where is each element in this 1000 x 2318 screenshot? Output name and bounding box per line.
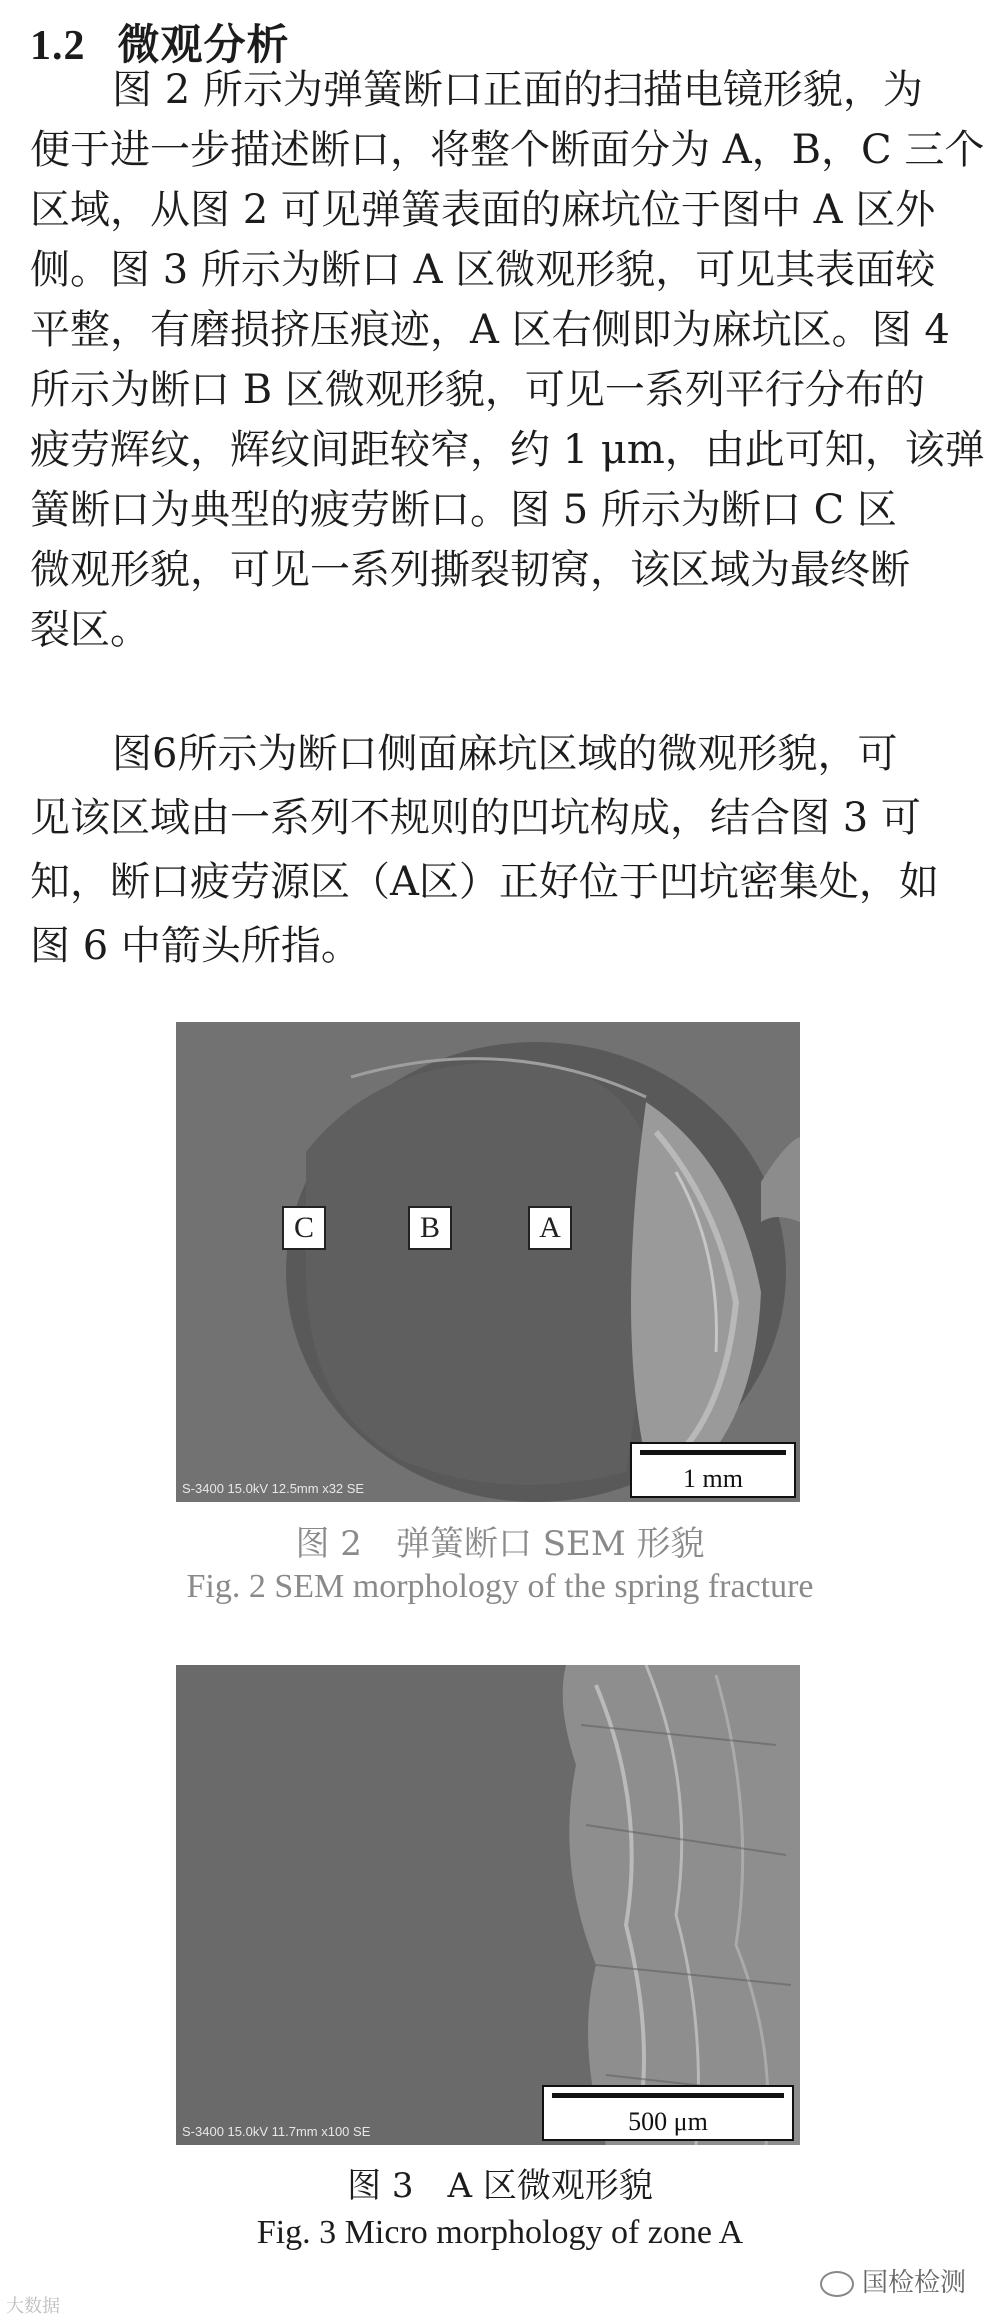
watermark-right — [820, 2262, 966, 2299]
sem-info: S-3400 15.0kV 11.7mm x100 SE — [182, 2124, 371, 2139]
paragraph-2 — [30, 722, 980, 978]
zone-label-a: A — [528, 1206, 572, 1250]
text-line: 微观形貌，可见一系列撕裂韧窝，该区域为最终断 — [30, 547, 910, 593]
text-line: 疲劳辉纹，辉纹间距较窄，约 1 μm，由此可知，该弹 — [30, 427, 985, 473]
text-line: 裂区。 — [30, 607, 150, 653]
text-line: 图 2 所示为弹簧断口正面的扫描电镜形貌，为 — [112, 67, 923, 113]
sem-info: S-3400 15.0kV 12.5mm x32 SE — [182, 1481, 365, 1496]
watermark-right-text: 国检检测 — [862, 2268, 967, 2298]
text-line: 区域，从图 2 可见弹簧表面的麻坑位于图中 A 区外 — [30, 187, 936, 233]
section-title: 微观分析 — [117, 20, 290, 69]
fracture-surface-graphic — [176, 1022, 800, 1502]
text-line: 知，断口疲劳源区（A区）正好位于凹坑密集处，如 — [30, 859, 939, 905]
paragraph-1 — [30, 60, 985, 660]
watermark-left: 大数据 — [6, 2296, 60, 2316]
scale-label: 1 mm — [683, 1464, 743, 1493]
scale-bar — [630, 1442, 796, 1498]
scale-bar — [542, 2085, 794, 2141]
text-line: 平整，有磨损挤压痕迹，A 区右侧即为麻坑区。图 4 — [30, 307, 950, 353]
scale-line — [552, 2093, 784, 2098]
zone-label-c: C — [282, 1206, 326, 1250]
section-number: 1.2 — [30, 23, 86, 69]
wechat-icon — [820, 2271, 854, 2297]
zone-a-surface-graphic — [176, 1665, 800, 2145]
figure-3-sem-image — [176, 1665, 800, 2145]
text-line: 簧断口为典型的疲劳断口。图 5 所示为断口 C 区 — [30, 487, 897, 533]
figure-2-sem-image — [176, 1022, 800, 1502]
text-line: 所示为断口 B 区微观形貌，可见一系列平行分布的 — [30, 367, 925, 413]
figure-3-caption-en: Fig. 3 Micro morphology of zone A — [256, 2214, 744, 2251]
scale-label: 500 μm — [628, 2107, 708, 2136]
figure-3-caption-cn: 图 3 A 区微观形貌 — [347, 2166, 653, 2206]
text-line: 图 6 中箭头所指。 — [30, 923, 361, 969]
scale-line — [640, 1450, 786, 1455]
figure-2-caption-en: Fig. 2 SEM morphology of the spring fracture — [186, 1568, 814, 1605]
text-line: 见该区域由一系列不规则的凹坑构成，结合图 3 可 — [30, 795, 921, 841]
text-line: 侧。图 3 所示为断口 A 区微观形貌，可见其表面较 — [30, 247, 936, 293]
figure-2-caption-cn: 图 2 弹簧断口 SEM 形貌 — [295, 1524, 705, 1564]
text-line: 便于进一步描述断口，将整个断面分为 A，B，C 三个 — [30, 127, 985, 173]
zone-label-b: B — [408, 1206, 452, 1250]
text-line: 图6所示为断口侧面麻坑区域的微观形貌，可 — [112, 731, 898, 777]
